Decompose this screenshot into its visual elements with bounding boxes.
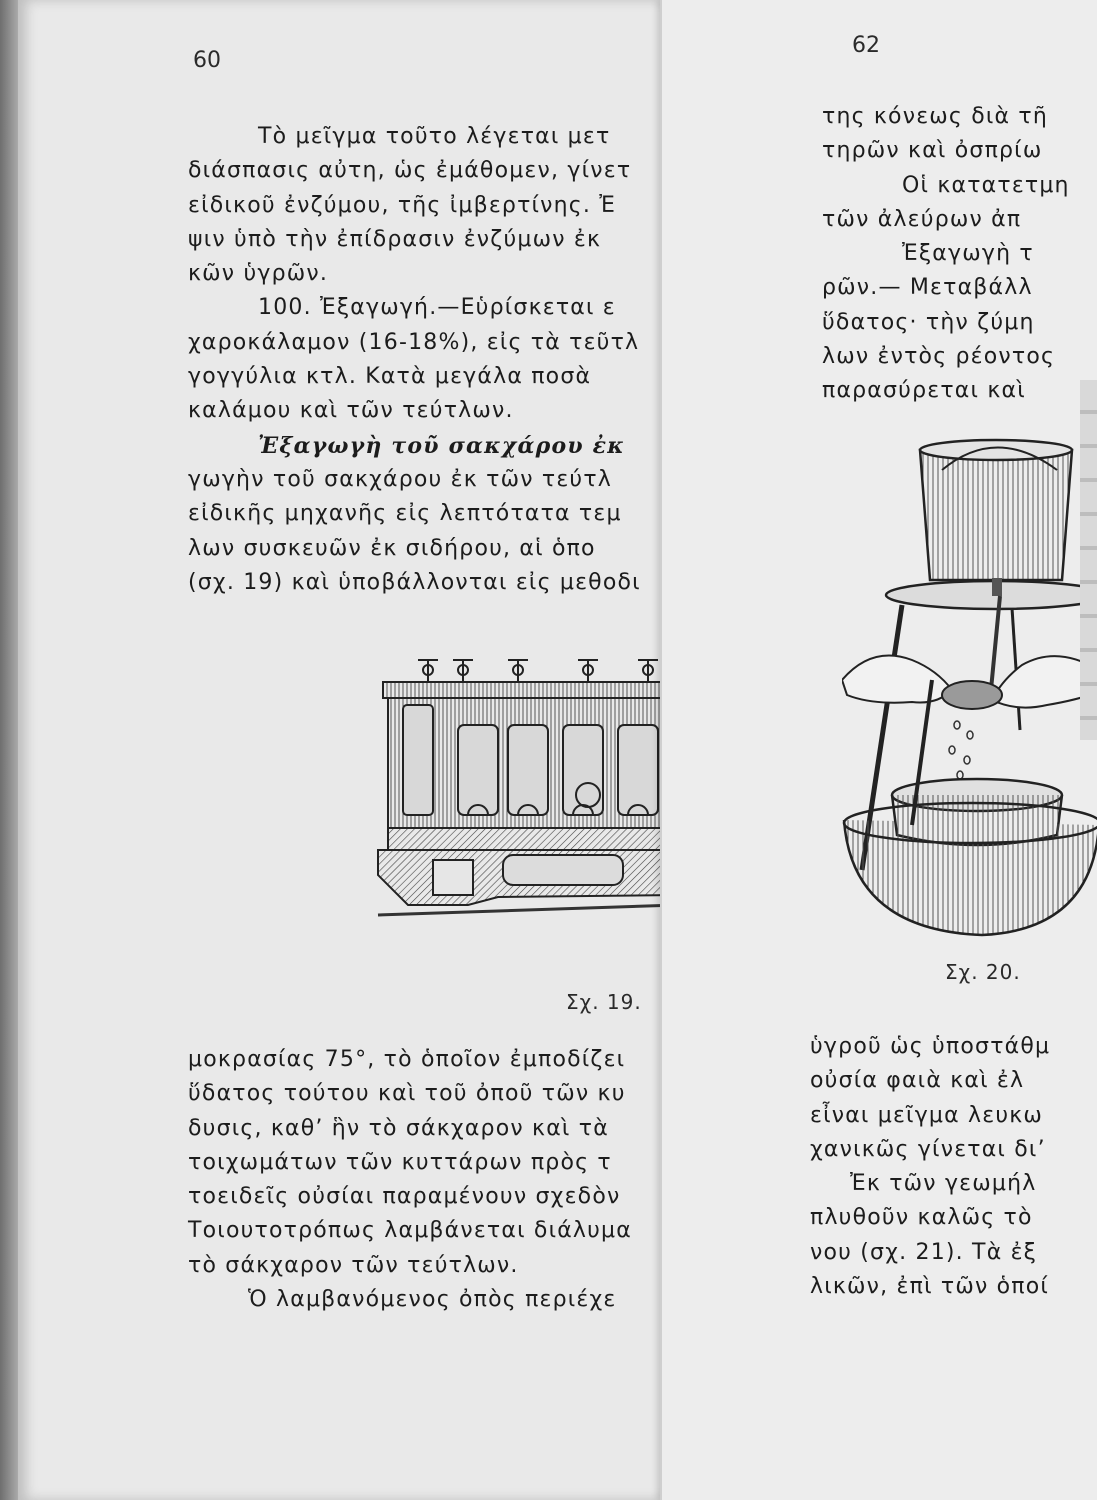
right-text-top <box>822 100 1097 409</box>
text-line: εἰδικῆς μηχανῆς εἰς λεπτότατα τεμ <box>188 501 622 527</box>
text-line: νου (σχ. 21). Τὰ ἐξ <box>810 1239 1038 1265</box>
subsection-heading: Ἐξαγωγὴ τοῦ σακχάρου ἐκ <box>258 432 625 459</box>
right-text-bottom <box>810 1030 1097 1304</box>
left-text-top <box>188 120 678 600</box>
text-line: δυσις, καθ’ ἣν τὸ σάκχαρον καὶ τὰ <box>188 1115 609 1141</box>
text-line: λικῶν, ἐπὶ τῶν ὁποί <box>810 1274 1050 1300</box>
text-line: γογγύλια κτλ. Κατὰ μεγάλα ποσὰ <box>188 364 592 390</box>
text-line: λων ἐντὸς ρέοντος <box>822 344 1056 370</box>
left-page <box>18 0 678 1500</box>
text-line: οὐσία φαιὰ καὶ ἐλ <box>810 1068 1025 1094</box>
page-edge-strip <box>1080 380 1097 740</box>
text-line: ὑγροῦ ὡς ὑποστάθμ <box>810 1034 1051 1059</box>
text-line: χανικῶς γίνεται δι’ <box>810 1136 1046 1162</box>
text-line: μοκρασίας 75°, τὸ ὁποῖον ἐμποδίζει <box>188 1047 626 1072</box>
text-line: διάσπασις αὐτη, ὡς ἐμάθομεν, γίνετ <box>188 158 632 184</box>
text-line: ψιν ὑπὸ τὴν ἐπίδρασιν ἐνζύμων ἐκ <box>188 226 602 252</box>
page-number: 60 <box>193 48 221 73</box>
section-heading: Ἐξαγωγὴ τ <box>902 241 1034 267</box>
text-line: τὸ σάκχαρον τῶν τεύτλων. <box>188 1252 519 1278</box>
text-line: γωγὴν τοῦ σακχάρου ἐκ τῶν τεύτλ <box>188 466 613 492</box>
text-line: Τὸ μεῖγμα τοῦτο λέγεται μετ <box>258 124 611 149</box>
right-page <box>660 0 1097 1500</box>
text-line: καλάμου καὶ τῶν τεύτλων. <box>188 398 514 424</box>
text-line: ὕδατος τούτου καὶ τοῦ ὀποῦ τῶν κυ <box>188 1081 626 1107</box>
text-line: τηρῶν καὶ ὀσπρίω <box>822 138 1043 164</box>
text-line: εἶναι μεῖγμα λευκω <box>810 1102 1044 1128</box>
text-line: ρῶν.— Μεταβάλλ <box>822 275 1033 301</box>
figure-19-diffusion-apparatus <box>338 615 678 925</box>
left-text-bottom <box>188 1043 678 1317</box>
text-line: λων συσκευῶν ἐκ σιδήρου, αἱ ὁπο <box>188 535 596 561</box>
figure-20-dough-washing <box>842 430 1097 950</box>
figure-20-caption: Σχ. 20. <box>945 960 1021 984</box>
text-line: Ὁ λαμβανόμενος ὀπὸς περιέχε <box>248 1287 617 1313</box>
text-line: χαροκάλαμον (16-18%), εἰς τὰ τεῦτλ <box>188 329 640 355</box>
page-number: 62 <box>852 33 880 58</box>
text-line: Ἐκ τῶν γεωμήλ <box>850 1171 1037 1197</box>
text-line: ὕδατος· τὴν ζύμη <box>822 309 1035 335</box>
text-line: της κόνεως διὰ τῆ <box>822 104 1049 129</box>
text-line: τῶν ἀλεύρων ἀπ <box>822 206 1022 232</box>
figure-19-caption: Σχ. 19. <box>566 990 642 1014</box>
text-line: κῶν ὑγρῶν. <box>188 261 329 287</box>
text-line: παρασύρεται καὶ <box>822 378 1026 404</box>
section-heading: 100. Ἐξαγωγή.—Εὑρίσκεται ε <box>258 295 616 321</box>
text-line: Τοιουτοτρόπως λαμβάνεται διάλυμα <box>188 1218 632 1244</box>
text-line: Οἱ κατατετμη <box>902 172 1070 198</box>
scan-edge <box>0 0 18 1500</box>
text-line: τοιχωμάτων τῶν κυττάρων πρὸς τ <box>188 1149 612 1175</box>
text-line: πλυθοῦν καλῶς τὸ <box>810 1205 1033 1231</box>
text-line: τοειδεῖς οὐσίαι παραμένουν σχεδὸν <box>188 1184 621 1210</box>
text-line: (σχ. 19) καὶ ὑποβάλλονται εἰς μεθοδι <box>188 569 641 595</box>
text-line: εἰδικοῦ ἐνζύμου, τῆς ἰμβερτίνης. Ἐ <box>188 192 617 218</box>
